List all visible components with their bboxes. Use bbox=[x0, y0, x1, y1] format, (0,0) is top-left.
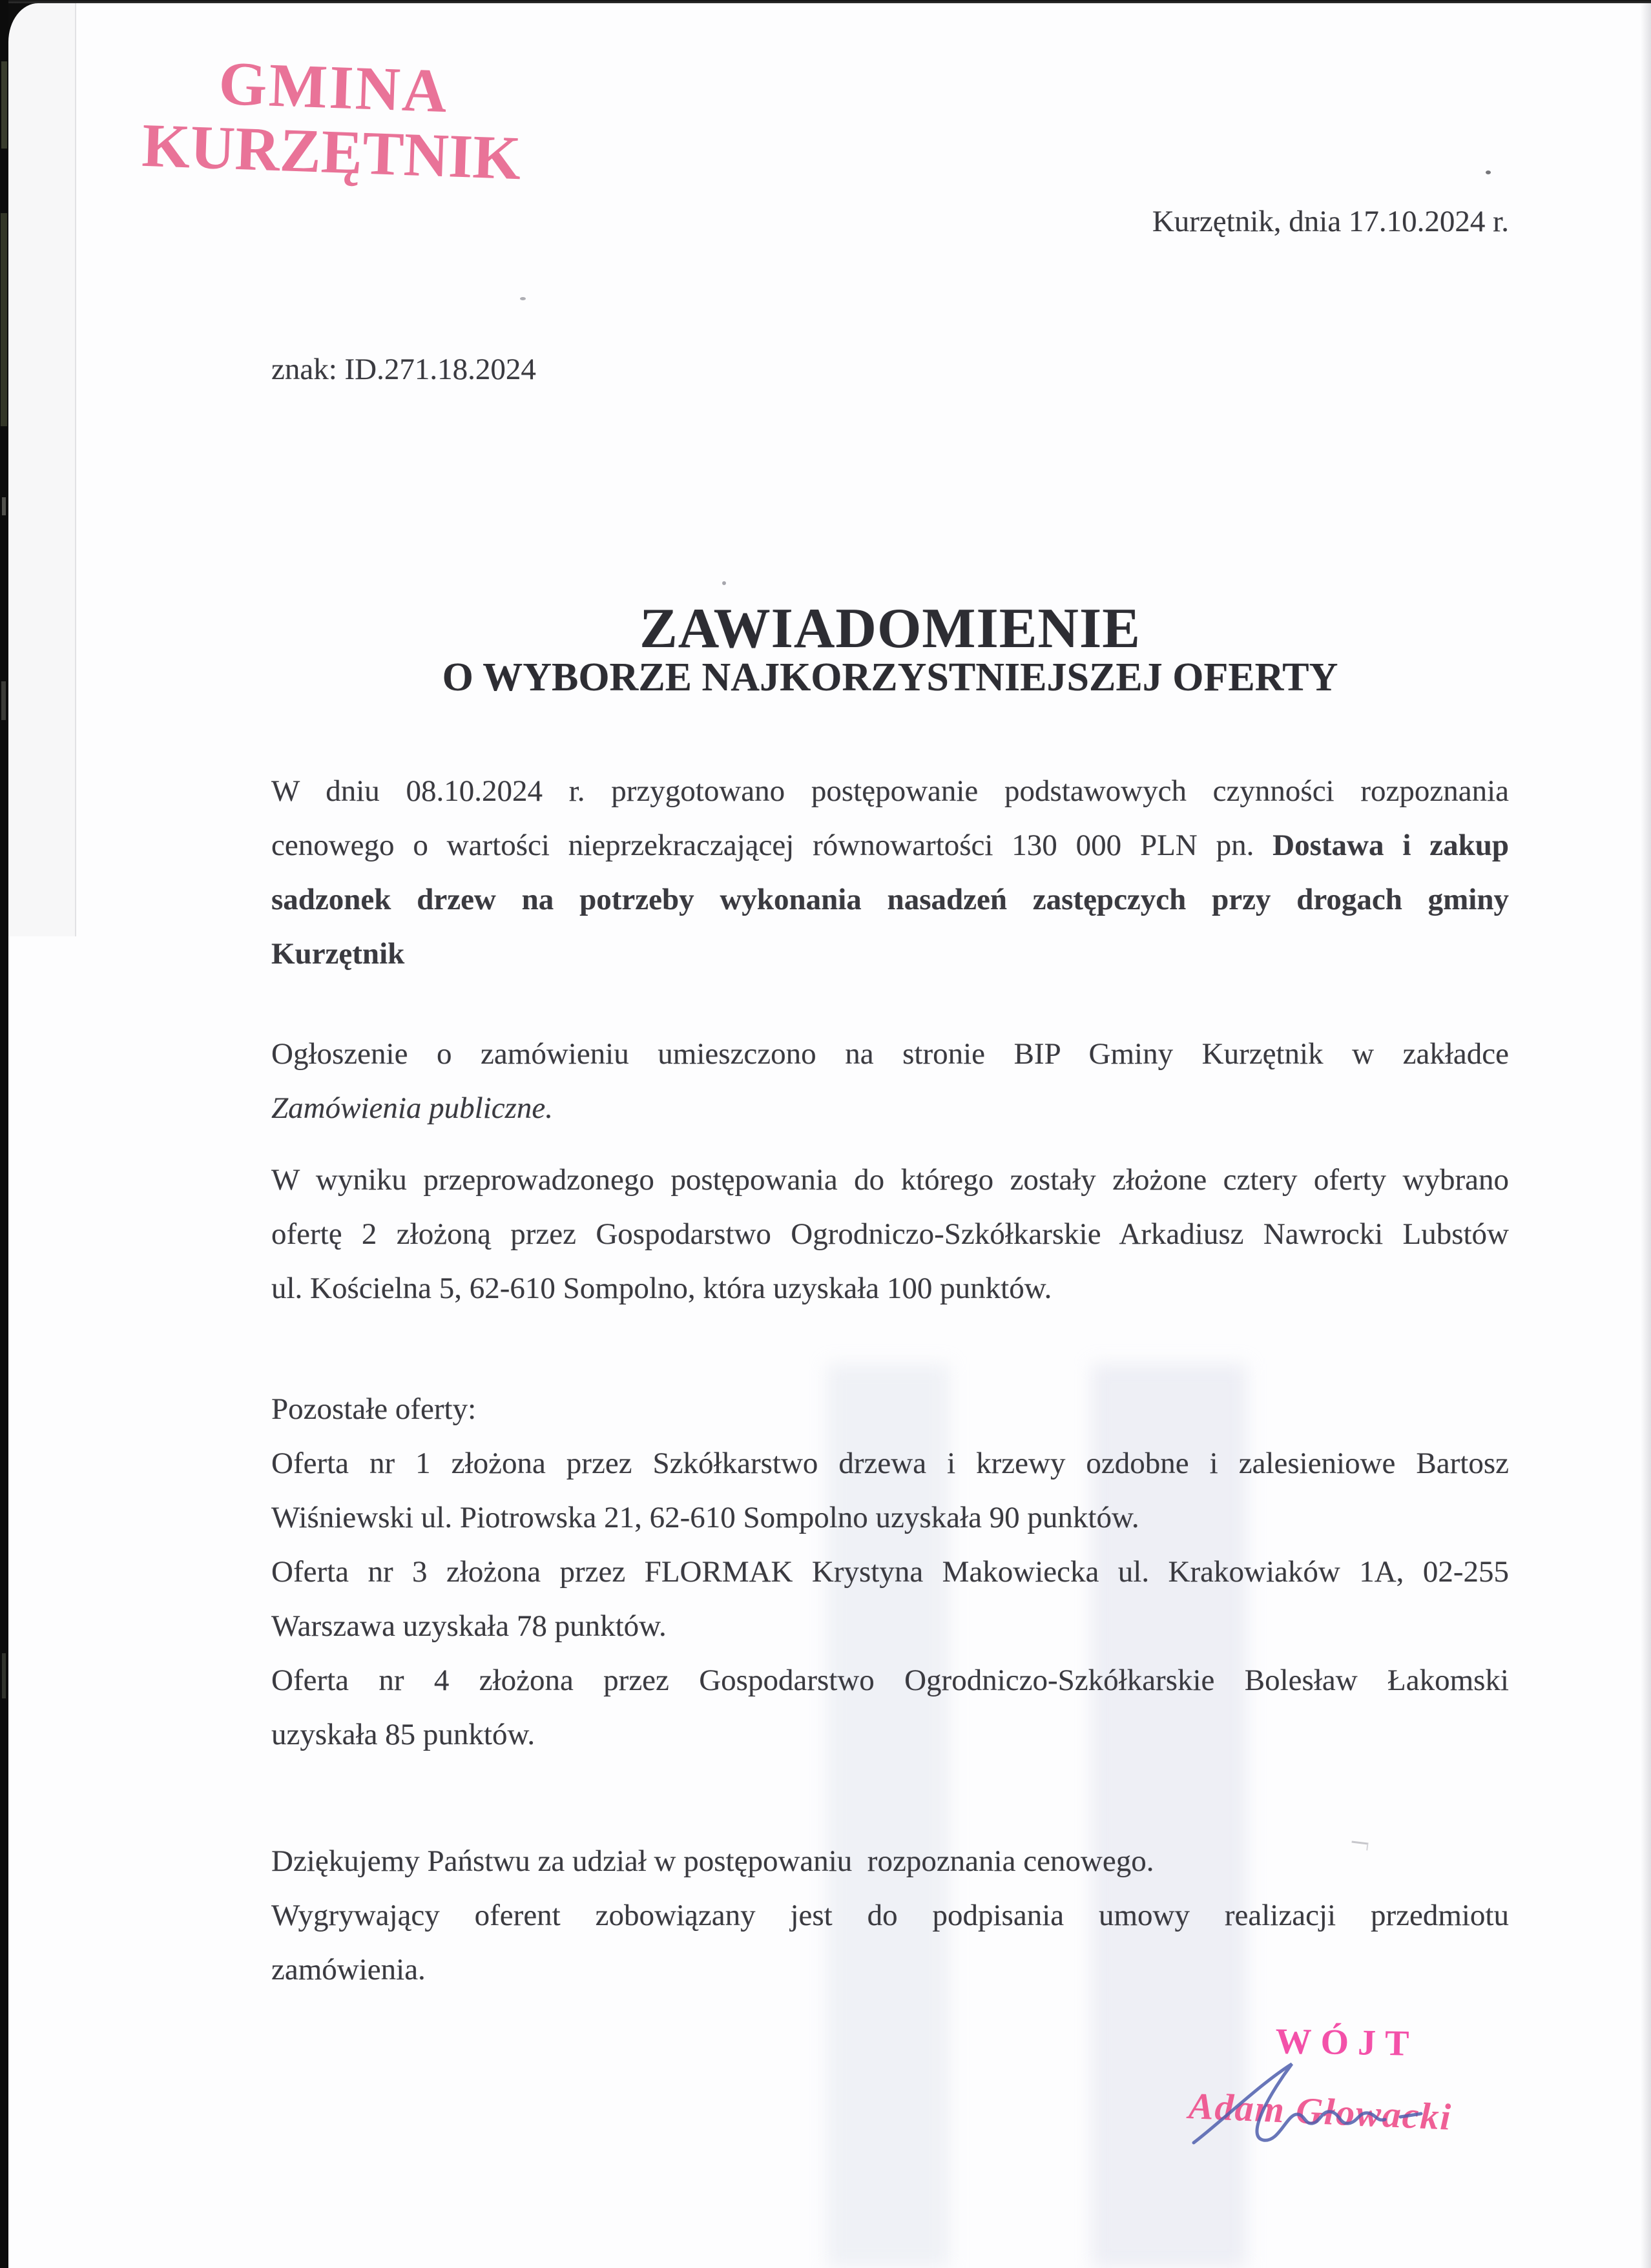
scan-right-edge-shade bbox=[1641, 0, 1651, 2268]
text-line: W dniu 08.10.2024 r. przygotowano postępowanie podstawowych czynności rozpoznania bbox=[271, 774, 1509, 808]
paper-speck bbox=[722, 581, 726, 585]
page-underlay-shade bbox=[8, 3, 75, 936]
text-line-italic: Zamówienia publiczne. bbox=[271, 1091, 554, 1125]
page-title: ZAWIADOMIENIE bbox=[639, 597, 1141, 660]
municipality-stamp-line2: KURZĘTNIK bbox=[141, 110, 523, 193]
mayor-name-stamp: Adam Głowacki bbox=[1187, 2084, 1453, 2138]
offer-line: uzyskała 85 punktów. bbox=[271, 1718, 535, 1751]
scan-speck bbox=[2, 497, 6, 515]
offer-line: Warszawa uzyskała 78 punktów. bbox=[271, 1609, 667, 1643]
paper-speck bbox=[1486, 170, 1491, 174]
paper-speck bbox=[520, 297, 526, 300]
text-line: Ogłoszenie o zamówieniu umieszczono na stronie BIP Gminy Kurzętnik w zakładce bbox=[271, 1037, 1509, 1071]
text-line bbox=[271, 818, 1509, 872]
paragraph-intro bbox=[271, 764, 1509, 981]
text-run: cenowego o wartości nieprzekraczającej równowartości 130 000 PLN pn. bbox=[271, 829, 1273, 862]
text-line: Wygrywający oferent zobowiązany jest do podpisania umowy realizacji przedmiotu bbox=[271, 1899, 1509, 1932]
offer-line: Oferta nr 4 złożona przez Gospodarstwo Ogrodniczo-Szkółkarskie Bolesław Łakomski bbox=[271, 1664, 1509, 1697]
handwritten-signature bbox=[1182, 2052, 1440, 2162]
scan-speck bbox=[2, 1653, 6, 1698]
text-line: W wyniku przeprowadzonego postępowania do którego zostały złożone cztery oferty wybrano bbox=[271, 1163, 1509, 1197]
mayor-role-stamp: WÓJT bbox=[1275, 2021, 1418, 2064]
text-line: ul. Kościelna 5, 62-610 Sompolno, która uzyskała 100 punktów. bbox=[271, 1272, 1052, 1305]
reference-number: znak: ID.271.18.2024 bbox=[271, 353, 536, 386]
text-run-bold: Dostawa i zakup bbox=[1272, 829, 1509, 862]
text-line: ofertę 2 złożoną przez Gospodarstwo Ogrodniczo-Szkółkarskie Arkadiusz Nawrocki Lubstów bbox=[271, 1217, 1509, 1251]
municipality-stamp bbox=[124, 48, 542, 191]
scan-speck bbox=[1, 61, 7, 149]
page-subtitle: O WYBORZE NAJKORZYSTNIEJSZEJ OFERTY bbox=[442, 655, 1338, 699]
scan-speck bbox=[1, 213, 7, 426]
scan-top-edge bbox=[0, 0, 1651, 3]
offer-line: Oferta nr 1 złożona przez Szkółkarstwo drzewa i krzewy ozdobne i zalesieniowe Bartosz bbox=[271, 1447, 1509, 1480]
paragraph-announcement bbox=[271, 1027, 1509, 1135]
scan-speck bbox=[1, 681, 6, 720]
text-line: Kurzętnik bbox=[271, 937, 405, 971]
offers-header: Pozostałe oferty: bbox=[271, 1392, 477, 1426]
text-line: zamówienia. bbox=[271, 1953, 426, 1986]
text-line: sadzonek drzew na potrzeby wykonania nasadzeń zastępczych przy drogach gminy bbox=[271, 883, 1509, 916]
text-line: Dziękujemy Państwu za udział w postępowaniu rozpoznania cenowego. bbox=[271, 1844, 1154, 1878]
paragraph-result bbox=[271, 1153, 1509, 1315]
offer-line: Wiśniewski ul. Piotrowska 21, 62-610 Sompolno uzyskała 90 punktów. bbox=[271, 1501, 1139, 1534]
municipality-stamp-line1: GMINA bbox=[217, 48, 450, 126]
paragraph-closing bbox=[271, 1834, 1509, 1997]
dateline: Kurzętnik, dnia 17.10.2024 r. bbox=[1152, 205, 1509, 238]
offers-list bbox=[271, 1382, 1509, 1762]
offer-line: Oferta nr 3 złożona przez FLORMAK Krystyna Makowiecka ul. Krakowiaków 1A, 02-255 bbox=[271, 1555, 1509, 1589]
page-edge-line bbox=[75, 3, 76, 936]
